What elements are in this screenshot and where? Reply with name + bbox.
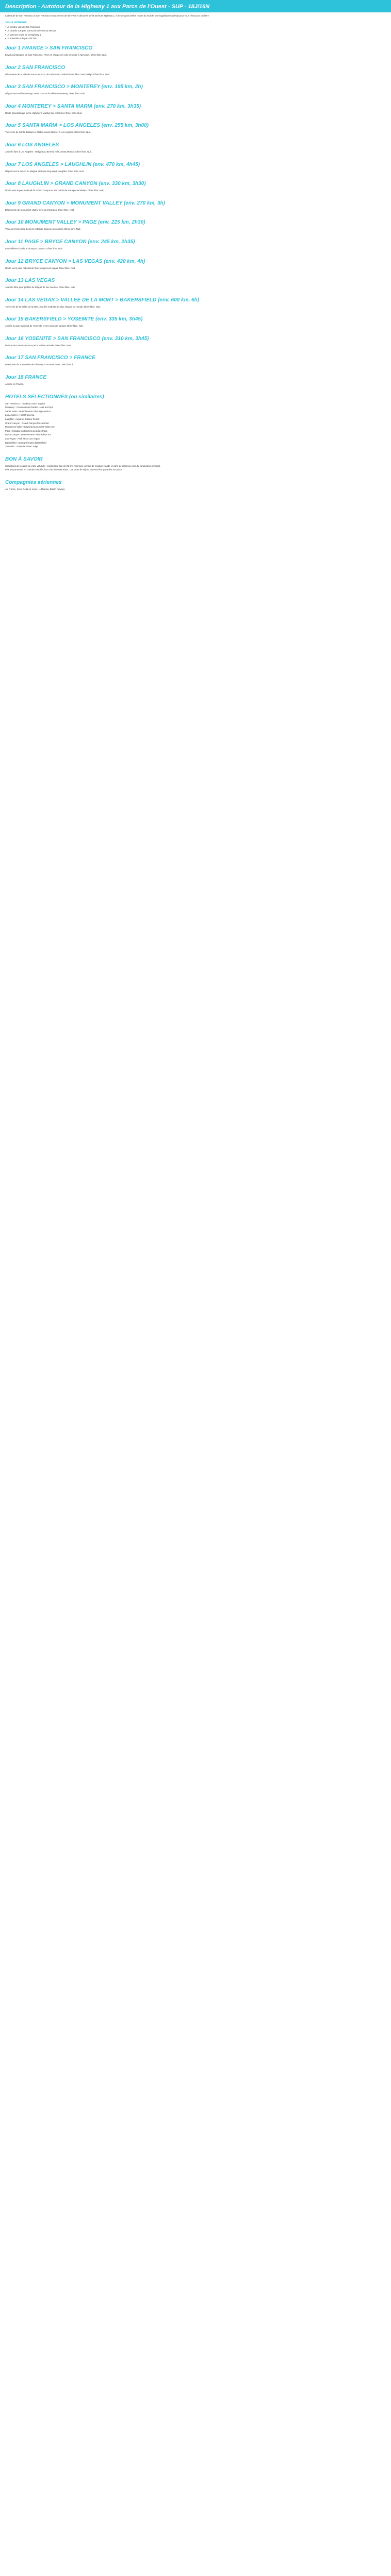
page [0,0,391,502]
day-text: Restitution de votre véhicule à l'aéroport et envol retour. Nuit à bord. [5,363,74,366]
intro [5,14,386,40]
day-text: Retour vers San Francisco par la Vallée centrale. Dîner libre. Nuit. [5,344,72,347]
day-text: Traversée de Santa Barbara et Malibu avant d'arriver à Los Angeles. Dîner libre. Nuit. [5,131,91,134]
day-text: Envol à destination de San Francisco. Prise en charge de votre véhicule à l'aéroport. Dîner libre. Nuit. [5,53,107,56]
day-title: Jour 4 MONTEREY > SANTA MARIA (env. 270 km, 3h35) [5,103,141,109]
content [0,12,391,502]
day-title: Jour 6 LOS ANGELES [5,142,59,148]
intro-paragraph: La beauté de San Francisco à San Francisco vous permet de faire voir et découvrir de la fameuse Highway 1, l'une des plus belles routes du monde. Un magnifique road-trip pour vous rêtes pour profiter ! [5,14,209,17]
hotel-item: Laughlin : Aquarius Casino Resort [5,418,40,421]
day-title: Jour 2 SAN FRANCISCO [5,64,66,71]
itinerary [5,45,386,386]
hotel-item: Monument Valley : Kayenta Monument Valley Inn [5,426,55,429]
day-title: Jour 1 FRANCE > SAN FRANCISCO [5,45,93,51]
day-text: Arrivée au parc national de Yosemite et ses séquoias géants. Dîner libre. Nuit. [5,325,84,328]
day-title: Jour 11 PAGE > BRYCE CANYON (env. 245 km, 2h35) [5,239,135,245]
day-title: Jour 13 LAS VEGAS [5,278,55,284]
day-title: Jour 14 LAS VEGAS > VALLEE DE LA MORT > BAKERSFIELD (env. 600 km, 6h) [5,297,200,303]
hotels-title: HOTELS SÉLECTIONNÉS (ou similaires) [5,394,104,400]
conditions-section [5,456,386,471]
hotel-item: Los Angeles : Hotel Figueroa [5,414,35,417]
day-text: Traversée de la Vallée de la Mort, l'un des endroits les plus chauds du monde. Dîner libre. Nuit. [5,305,101,308]
intro-subtitle: Vous aimerez [5,20,27,24]
day-title: Jour 8 LAUGHLIN > GRAND CANYON (env. 330 km, 3h30) [5,181,146,187]
day-title: Jour 12 BRYCE CANYON > LAS VEGAS (env. 420 km, 4h) [5,258,145,264]
footer-section [5,480,386,491]
day-title: Jour 9 GRAND CANYON > MONUMENT VALLEY (env. 270 km, 3h) [5,200,165,206]
page-title: Description - Autotour de la Highway 1 aux Parcs de l'Ouest - SUP - 18J/16N [0,0,391,12]
day-text: Découverte de Monument Valley, terre des Navajos. Dîner libre. Nuit. [5,208,75,211]
conditions-title: BON À SAVOIR [5,456,43,462]
hotel-item: Page : Holiday Inn Express & Suites Page [5,429,48,432]
intro-item: • La célèbre ville de San Francisco [5,25,40,28]
conditions-paragraph: Prix par personne en chambre double, hors vols internationaux. Les taxes de séjour peuvent être payables sur place. [5,468,123,471]
day-text: Arrivée en France. [5,383,24,386]
day-title: Jour 16 YOSEMITE > SAN FRANCISCO (env. 310 km, 3h45) [5,335,149,342]
day-text: Route vers le parc national du Grand Canyon et ses points de vue spectaculaires. Dîner libre. Nuit. [5,189,104,192]
day-title: Jour 15 BAKERSFIELD > YOSEMITE (env. 335 km, 3h45) [5,316,143,323]
day-title: Jour 17 SAN FRANCISCO > FRANCE [5,355,95,361]
day-text: Route panoramique sur la Highway 1 via Big Sur et Carmel. Dîner libre. Nuit. [5,111,83,114]
day-title: Jour 10 MONUMENT VALLEY > PAGE (env. 225 km, 2h30) [5,219,145,226]
day-title: Jour 5 SANTA MARIA > LOS ANGELES (env. 255 km, 3h00) [5,123,149,129]
intro-item: • La Grande Canyon, votre point de vue au dessus [5,29,56,32]
hotel-item: Bakersfield : Springhill Suites Bakersfield [5,441,46,444]
day-title: Jour 18 FRANCE [5,375,47,381]
day-text: Découverte de la ville de San Francisco, de Fisherman's Wharf au Golden Gate Bridge. Dîner libre. Nuit. [5,73,110,76]
hotel-item: Yosemite : Yosemite View Lodge [5,445,38,448]
hotel-item: San Francisco : Handlery Union Square [5,402,45,405]
conditions-paragraph: Conditions de location de votre véhicule : conducteur âgé de 21 ans minimum, permis de conduire valide et carte de crédit au nom du conducteur principal. [5,464,161,467]
day-title: Jour 3 SAN FRANCISCO > MONTEREY (env. 195 km, 2h) [5,84,143,90]
intro-item: • Le Yosemite et le parc de Zion [5,37,37,40]
hotel-item: Bryce Canyon : Best Western Plus Ruby's Inn [5,433,52,436]
day-text: Journée libre pour profiter du Strip et de ses casinos. Dîner libre. Nuit. [5,286,75,289]
footer-text: Air France, KLM, Delta Air Lines, Lufthansa, British Airways. [5,487,66,490]
hotels-section [5,394,386,448]
day-text: Journée libre à Los Angeles : Hollywood, Beverly Hills, Santa Monica. Dîner libre. Nuit. [5,150,92,153]
hotel-item: Grand Canyon : Grand Canyon Plaza Hotel [5,421,49,425]
hotel-item: Santa Maria : Best Western Plus Big America [5,410,51,413]
day-text: Départ vers Half Moon Bay, Santa Cruz et la célèbre Monterey. Dîner libre. Nuit. [5,92,86,95]
day-text: Route via le parc national de Zion jusqu'à Las Vegas. Dîner libre. Nuit. [5,266,76,269]
hotel-item: Monterey : Casa Munras Garden Hotel and Spa [5,406,53,409]
hotel-item: Las Vegas : Park MGM Las Vegas [5,437,40,440]
day-text: Les célèbres hoodoos de Bryce Canyon. Dîner libre. Nuit. [5,247,63,250]
intro-item: • La fameuse route de la Highway 1 [5,33,41,36]
day-text: Départ vers le désert du Mojave et Route 66 jusqu'à Laughlin. Dîner libre. Nuit. [5,170,85,173]
footer-title: Compagnies aériennes [5,479,62,485]
day-title: Jour 7 LOS ANGELES > LAUGHLIN (env. 470 km, 4h45) [5,161,140,167]
day-text: Visite de Horseshoe Bend et Antelope Canyon (en option). Dîner libre. Nuit. [5,228,81,231]
